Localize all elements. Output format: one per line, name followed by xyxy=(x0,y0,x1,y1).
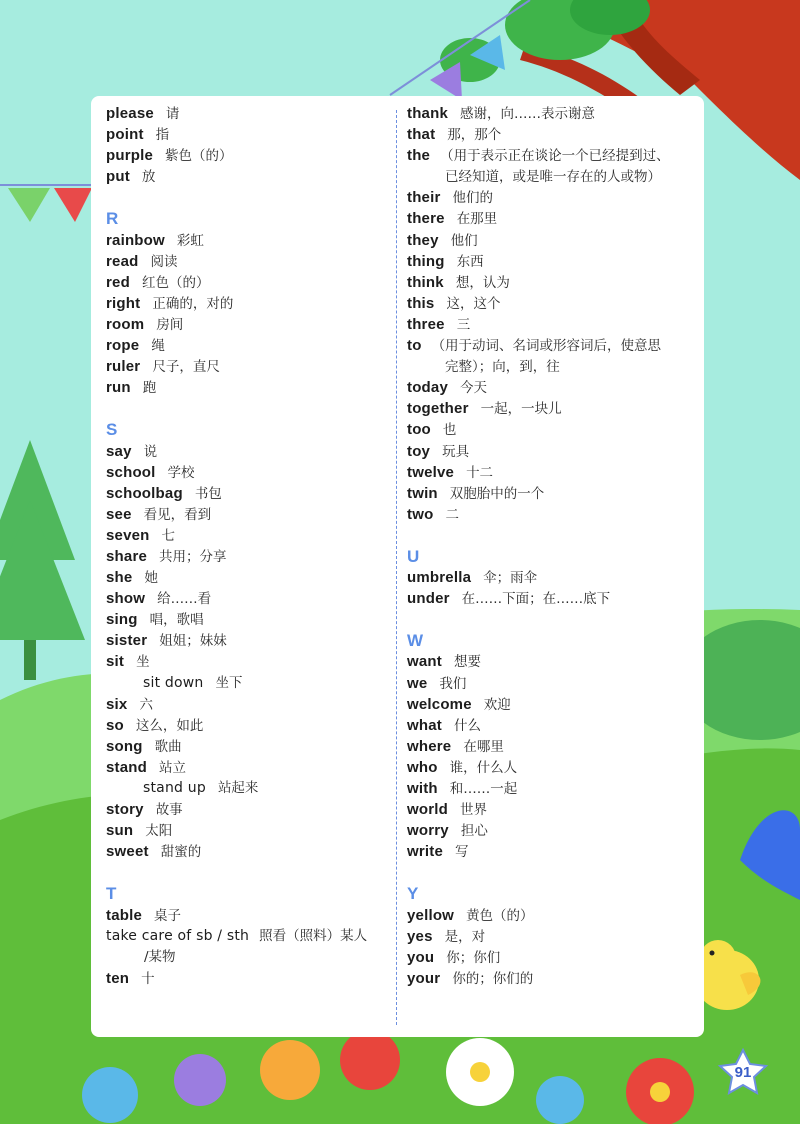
vocabulary-word: story xyxy=(106,801,144,819)
vocabulary-word: point xyxy=(106,126,144,144)
vocabulary-word: this xyxy=(407,294,435,312)
vocabulary-entry xyxy=(407,715,697,736)
vocabulary-meaning: 感谢，向……表示谢意 xyxy=(460,106,596,122)
vocabulary-word: the xyxy=(407,147,431,165)
vocabulary-entry xyxy=(407,588,697,609)
vocabulary-entry xyxy=(106,651,391,672)
vocabulary-word: under xyxy=(407,590,450,608)
vocabulary-word: ten xyxy=(106,969,130,987)
vocabulary-entry xyxy=(407,419,697,440)
vocabulary-word: six xyxy=(106,695,128,713)
section-letter-w: W xyxy=(407,631,424,651)
vocabulary-meaning: 阅读 xyxy=(150,253,178,270)
vocabulary-word: schoolbag xyxy=(106,484,183,502)
vocabulary-meaning: 放 xyxy=(141,169,156,186)
vocabulary-entry xyxy=(407,293,697,314)
vocabulary-meaning: 担心 xyxy=(460,823,488,840)
vocabulary-word: write xyxy=(407,843,444,861)
vocabulary-word: worry xyxy=(407,822,449,840)
vocabulary-word: to xyxy=(407,337,422,355)
vocabulary-word: sister xyxy=(106,632,148,650)
column-divider xyxy=(396,110,397,1025)
vocabulary-entry xyxy=(106,820,391,841)
vocabulary-word: share xyxy=(106,547,148,565)
vocabulary-meaning: 彩虹 xyxy=(176,232,204,249)
vocabulary-word: yellow xyxy=(407,906,455,924)
vocabulary-meaning: 是，对 xyxy=(444,928,486,945)
vocabulary-entry xyxy=(407,673,697,694)
vocabulary-entry xyxy=(407,187,697,208)
vocabulary-meaning: 跑 xyxy=(142,380,157,397)
vocabulary-word: yes xyxy=(407,927,433,945)
vocabulary-meaning: 站立 xyxy=(159,759,187,776)
vocabulary-entry xyxy=(407,947,697,968)
vocabulary-word: with xyxy=(407,780,438,797)
vocabulary-meaning: 在哪里 xyxy=(463,738,504,755)
vocabulary-meaning: 今天 xyxy=(460,380,488,397)
vocabulary-entry xyxy=(106,609,391,630)
vocabulary-meaning: 站起来 xyxy=(217,780,259,796)
vocabulary-word: three xyxy=(407,315,445,333)
vocabulary-entry xyxy=(407,441,697,462)
vocabulary-word: umbrella xyxy=(407,569,472,587)
vocabulary-entry xyxy=(407,968,697,989)
vocabulary-entry xyxy=(106,377,391,398)
vocabulary-word: take care of sb / sth xyxy=(106,927,250,944)
vocabulary-entry xyxy=(106,567,391,588)
vocabulary-word: purple xyxy=(106,147,154,165)
vocabulary-meaning: 尺子，直尺 xyxy=(152,359,220,376)
vocabulary-entry xyxy=(106,926,391,968)
vocabulary-meaning: 绳 xyxy=(151,338,165,355)
vocabulary-entry xyxy=(407,251,697,272)
vocabulary-word: what xyxy=(407,716,442,734)
vocabulary-entry xyxy=(106,441,391,462)
section-letter-s: S xyxy=(106,420,118,440)
vocabulary-meaning: 二 xyxy=(445,506,459,523)
vocabulary-meaning: （用于动词、名词或形容词后，使意思 xyxy=(431,338,662,355)
left-column xyxy=(106,103,391,989)
vocabulary-entry xyxy=(106,124,391,145)
vocabulary-meaning: 学校 xyxy=(167,464,195,481)
vocabulary-word: put xyxy=(106,168,130,186)
vocabulary-meaning: 甜蜜的 xyxy=(160,844,202,861)
vocabulary-meaning: 坐 xyxy=(136,654,150,671)
vocabulary-entry xyxy=(106,230,391,251)
vocabulary-word: thing xyxy=(407,252,445,270)
vocabulary-meaning: 太阳 xyxy=(145,823,173,840)
section-letter-u: U xyxy=(407,546,420,566)
vocabulary-entry xyxy=(407,483,697,504)
vocabulary-meaning: 说 xyxy=(143,443,158,460)
vocabulary-entry xyxy=(106,673,391,694)
vocabulary-meaning: 想要 xyxy=(453,654,481,671)
vocabulary-word: ruler xyxy=(106,358,141,376)
vocabulary-entry xyxy=(407,736,697,757)
vocabulary-meaning: 也 xyxy=(442,422,457,439)
section-letter-r: R xyxy=(106,209,119,229)
vocabulary-meaning: 七 xyxy=(161,527,176,544)
vocabulary-meaning: 那，那个 xyxy=(447,127,502,144)
vocabulary-word: toy xyxy=(407,442,431,460)
vocabulary-word: stand xyxy=(106,758,148,776)
vocabulary-meaning: 黄色（的） xyxy=(466,907,534,924)
vocabulary-word: sit down xyxy=(143,674,204,691)
vocabulary-word: want xyxy=(407,653,442,671)
vocabulary-entry xyxy=(106,841,391,862)
vocabulary-word: she xyxy=(106,569,133,587)
vocabulary-word: you xyxy=(407,948,435,966)
vocabulary-meaning: 想，认为 xyxy=(455,274,510,291)
vocabulary-meaning: 在……下面；在……底下 xyxy=(461,591,611,608)
vocabulary-word: so xyxy=(106,716,124,734)
vocabulary-word: two xyxy=(407,505,434,523)
vocabulary-entry xyxy=(407,567,697,588)
vocabulary-meaning: 给……看 xyxy=(157,591,212,608)
vocabulary-entry xyxy=(106,462,391,483)
vocabulary-entry xyxy=(106,799,391,820)
vocabulary-meaning: 唱，歌唱 xyxy=(149,612,204,629)
vocabulary-meaning: 东西 xyxy=(456,253,484,270)
vocabulary-meaning: 什么 xyxy=(453,717,481,734)
right-column xyxy=(407,103,697,989)
vocabulary-word: there xyxy=(407,210,445,228)
vocabulary-entry xyxy=(106,736,391,757)
vocabulary-word: we xyxy=(407,674,428,692)
vocabulary-entry xyxy=(407,124,697,145)
vocabulary-meaning: 写 xyxy=(455,844,469,861)
vocabulary-word: table xyxy=(106,906,143,924)
vocabulary-entry xyxy=(106,145,391,166)
vocabulary-meaning: 她 xyxy=(144,570,158,587)
vocabulary-entry xyxy=(106,757,391,778)
vocabulary-entry xyxy=(106,525,391,546)
vocabulary-meaning: 在那里 xyxy=(456,211,498,228)
vocabulary-entry xyxy=(407,504,697,525)
vocabulary-meaning: 十 xyxy=(141,970,155,987)
vocabulary-meaning: 一起，一块儿 xyxy=(480,401,562,418)
vocabulary-word: seven xyxy=(106,526,150,544)
vocabulary-entry xyxy=(106,630,391,651)
vocabulary-meaning: 我们 xyxy=(439,675,467,692)
vocabulary-meaning: 和……一起 xyxy=(449,781,518,797)
vocabulary-word: they xyxy=(407,231,439,249)
vocabulary-word: stand up xyxy=(143,780,206,796)
vocabulary-entry xyxy=(407,778,697,799)
vocabulary-meaning: 十二 xyxy=(466,464,494,481)
vocabulary-word: rainbow xyxy=(106,231,165,249)
vocabulary-word: where xyxy=(407,737,452,755)
vocabulary-meaning: 这么，如此 xyxy=(135,717,204,734)
vocabulary-meaning: 照看（照料）某人 xyxy=(259,927,368,944)
vocabulary-word: world xyxy=(407,801,448,819)
vocabulary-entry xyxy=(407,398,697,419)
vocabulary-word: twelve xyxy=(407,463,455,481)
vocabulary-meaning: 指 xyxy=(155,127,170,144)
vocabulary-meaning-continued: 完整）；向，到，往 xyxy=(445,359,560,376)
vocabulary-word: their xyxy=(407,189,441,207)
vocabulary-entry xyxy=(106,314,391,335)
vocabulary-entry xyxy=(106,251,391,272)
vocabulary-word: today xyxy=(407,379,449,397)
vocabulary-word: read xyxy=(106,252,139,270)
vocabulary-word: school xyxy=(106,463,156,481)
vocabulary-word: thank xyxy=(407,105,449,122)
vocabulary-entry xyxy=(106,504,391,525)
vocabulary-word: together xyxy=(407,400,469,418)
vocabulary-meaning: 玩具 xyxy=(442,443,470,460)
vocabulary-meaning: 房间 xyxy=(156,316,184,333)
vocabulary-entry xyxy=(407,377,697,398)
vocabulary-meaning: 故事 xyxy=(155,802,183,819)
vocabulary-word: that xyxy=(407,126,436,144)
vocabulary-meaning: 紫色（的） xyxy=(165,148,233,165)
vocabulary-entry xyxy=(407,208,697,229)
vocabulary-entry xyxy=(106,778,391,799)
section-letter-t: T xyxy=(106,884,117,904)
vocabulary-entry xyxy=(106,166,391,187)
vocabulary-meaning: 伞；雨伞 xyxy=(483,570,538,587)
vocabulary-entry xyxy=(407,799,697,820)
vocabulary-meaning: 请 xyxy=(165,106,180,122)
section-letter-y: Y xyxy=(407,884,419,904)
vocabulary-entry xyxy=(106,272,391,293)
vocabulary-entry xyxy=(407,905,697,926)
vocabulary-entry xyxy=(106,335,391,356)
vocabulary-meaning: 谁，什么人 xyxy=(449,759,518,776)
vocabulary-word: welcome xyxy=(407,695,472,713)
vocabulary-entry xyxy=(407,230,697,251)
vocabulary-meaning: 你；你们 xyxy=(446,949,501,966)
vocabulary-word: sweet xyxy=(106,843,149,861)
vocabulary-meaning-continued: 已经知道，或是唯一存在的人或物） xyxy=(445,169,661,186)
vocabulary-entry xyxy=(407,841,697,862)
vocabulary-word: sun xyxy=(106,822,134,840)
vocabulary-word: right xyxy=(106,294,141,312)
vocabulary-word: rope xyxy=(106,337,140,355)
vocabulary-meaning: 坐下 xyxy=(215,674,243,691)
vocabulary-meaning: 他们的 xyxy=(452,190,494,207)
vocabulary-meaning: 正确的，对的 xyxy=(152,295,234,312)
vocabulary-word: think xyxy=(407,273,444,291)
vocabulary-entry xyxy=(106,103,391,124)
vocabulary-word: sit xyxy=(106,653,125,671)
vocabulary-word: your xyxy=(407,969,441,987)
vocabulary-word: please xyxy=(106,105,154,122)
vocabulary-entry xyxy=(106,905,391,926)
vocabulary-entry xyxy=(106,588,391,609)
vocabulary-word: who xyxy=(407,758,438,776)
vocabulary-word: too xyxy=(407,421,431,439)
vocabulary-meaning: 你的；你们的 xyxy=(452,970,534,987)
vocabulary-entry xyxy=(106,715,391,736)
vocabulary-word: red xyxy=(106,273,130,291)
vocabulary-meaning: 歌曲 xyxy=(154,738,182,755)
vocabulary-card xyxy=(91,96,704,1037)
vocabulary-word: show xyxy=(106,590,146,608)
vocabulary-meaning-continued: /某物 xyxy=(144,948,176,965)
vocabulary-word: sing xyxy=(106,611,138,629)
vocabulary-entry xyxy=(407,757,697,778)
vocabulary-entry xyxy=(407,462,697,483)
vocabulary-word: room xyxy=(106,315,145,333)
vocabulary-word: say xyxy=(106,442,132,460)
vocabulary-entry xyxy=(106,546,391,567)
vocabulary-entry xyxy=(407,651,697,672)
vocabulary-meaning: 这，这个 xyxy=(446,295,501,312)
vocabulary-meaning: 书包 xyxy=(194,485,222,502)
vocabulary-entry xyxy=(106,293,391,314)
vocabulary-meaning: 他们 xyxy=(450,232,478,249)
vocabulary-meaning: 共用；分享 xyxy=(159,548,227,565)
vocabulary-entry xyxy=(106,694,391,715)
vocabulary-meaning: 六 xyxy=(139,696,153,713)
vocabulary-entry xyxy=(407,335,697,377)
vocabulary-entry xyxy=(407,926,697,947)
vocabulary-entry xyxy=(407,103,697,124)
vocabulary-meaning: 红色（的） xyxy=(141,274,210,291)
vocabulary-word: twin xyxy=(407,484,438,502)
page-number: 91 xyxy=(734,1064,752,1081)
vocabulary-meaning: 欢迎 xyxy=(483,696,511,713)
vocabulary-entry xyxy=(407,694,697,715)
vocabulary-meaning: 双胞胎中的一个 xyxy=(449,485,545,502)
vocabulary-meaning: 桌子 xyxy=(154,907,182,924)
vocabulary-entry xyxy=(106,483,391,504)
vocabulary-entry xyxy=(106,968,391,989)
vocabulary-meaning: 三 xyxy=(456,316,471,333)
vocabulary-entry xyxy=(106,356,391,377)
vocabulary-entry xyxy=(407,314,697,335)
vocabulary-meaning: 姐姐；妹妹 xyxy=(159,633,227,650)
vocabulary-word: song xyxy=(106,737,143,755)
vocabulary-meaning: （用于表示正在谈论一个已经提到过、 xyxy=(440,148,670,165)
vocabulary-entry xyxy=(407,272,697,293)
vocabulary-word: run xyxy=(106,379,131,397)
vocabulary-word: see xyxy=(106,505,132,523)
vocabulary-meaning: 世界 xyxy=(460,802,487,819)
vocabulary-entry xyxy=(407,145,697,187)
vocabulary-meaning: 看见，看到 xyxy=(143,506,212,523)
vocabulary-entry xyxy=(407,820,697,841)
